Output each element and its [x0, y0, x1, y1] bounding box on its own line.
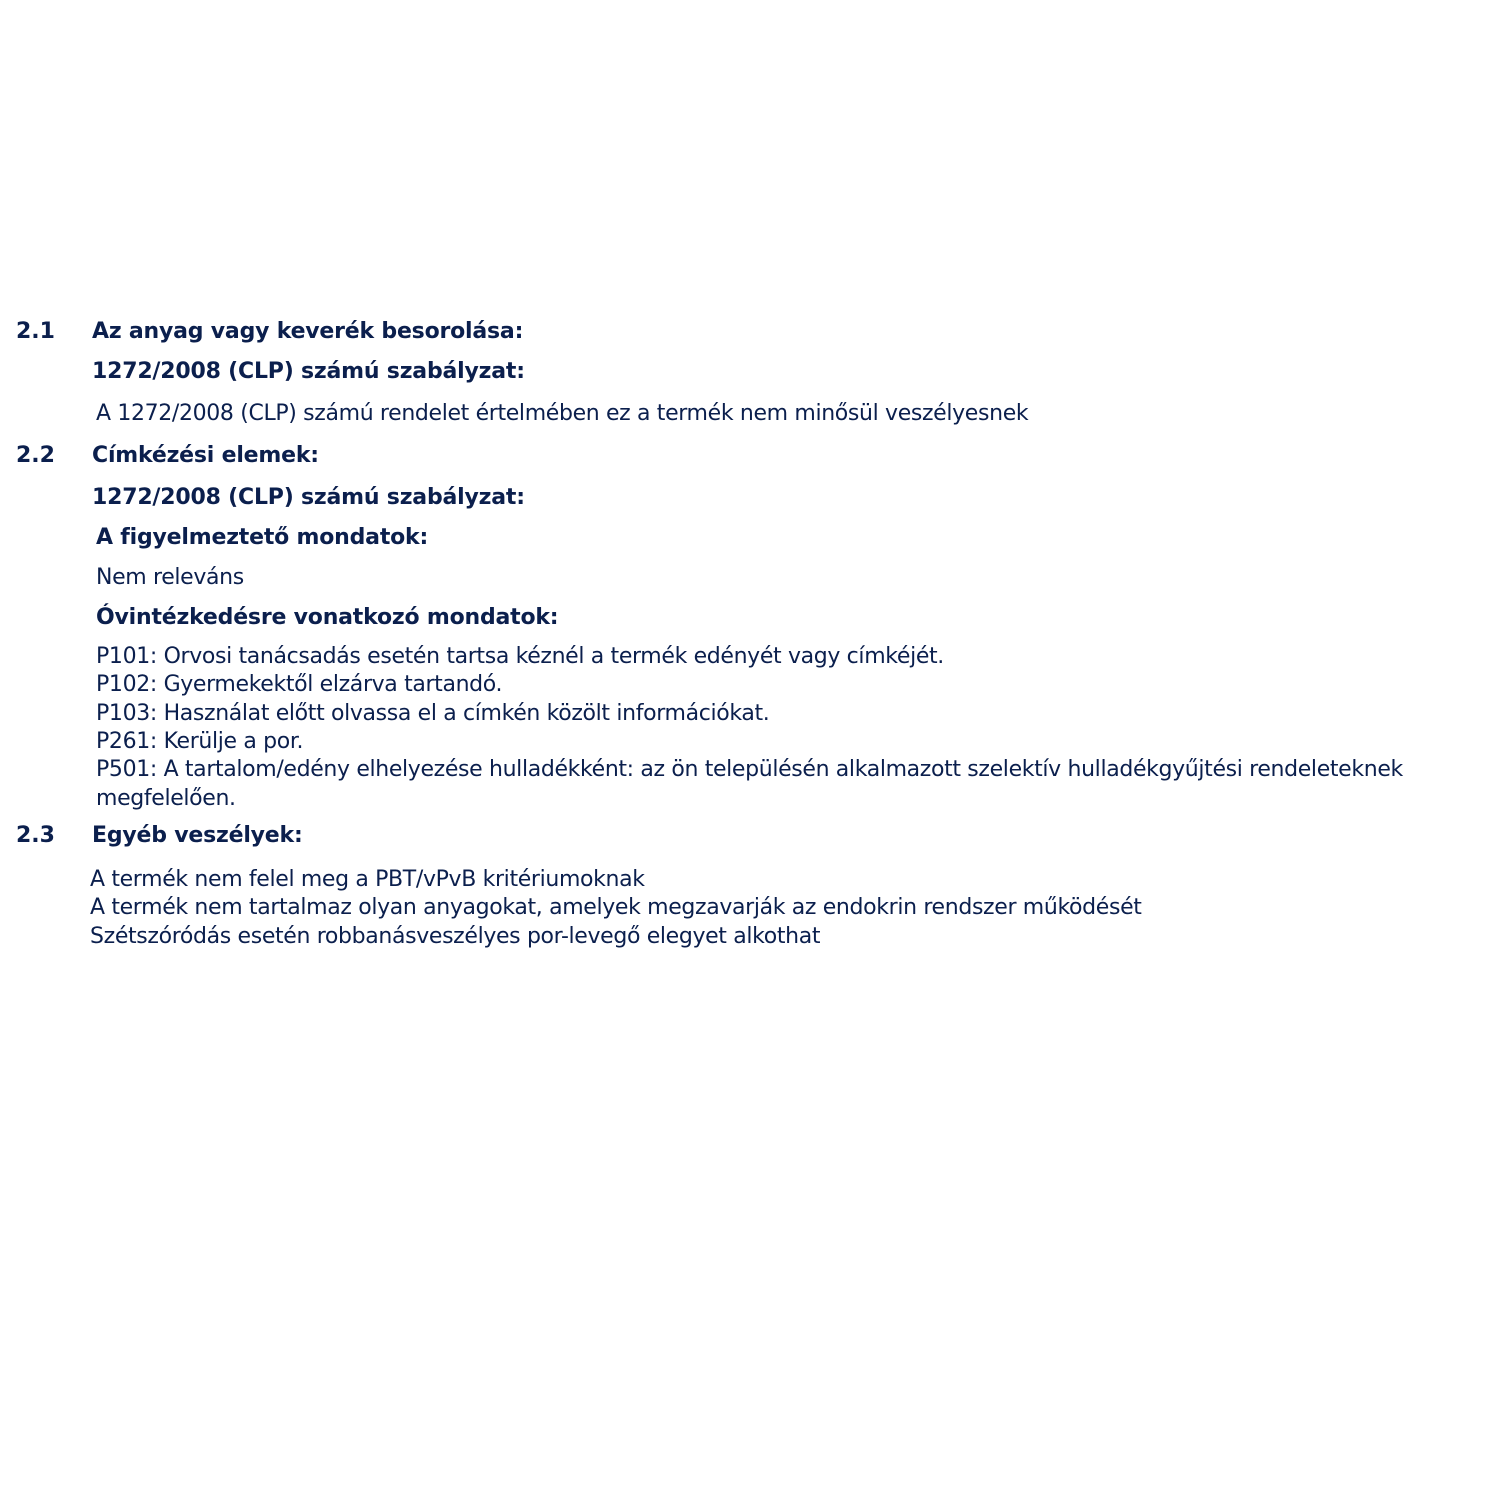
hazard-statements-heading: A figyelmeztető mondatok: — [96, 525, 429, 550]
other-hazards-line-3: Szétszóródás esetén robbanásveszélyes por-levegő elegyet alkothat — [90, 924, 821, 949]
section-text-2-1: A 1272/2008 (CLP) számú rendelet értelmében ez a termék nem minősül veszélyesnek — [96, 401, 1029, 426]
precaution-p261: P261: Kerülje a por. — [96, 729, 304, 754]
hazard-statements-text: Nem releváns — [96, 565, 244, 590]
section-number-2-1: 2.1 — [16, 319, 55, 344]
precaution-p501-continued: megfelelően. — [96, 786, 236, 811]
section-number-2-2: 2.2 — [16, 443, 55, 468]
section-title-2-2: Címkézési elemek: — [92, 443, 319, 468]
section-title-2-1: Az anyag vagy keverék besorolása: — [92, 319, 524, 344]
section-subheading-2-2: 1272/2008 (CLP) számú szabályzat: — [92, 485, 525, 510]
precautionary-statements-heading: Óvintézkedésre vonatkozó mondatok: — [96, 605, 559, 630]
other-hazards-line-2: A termék nem tartalmaz olyan anyagokat, amelyek megzavarják az endokrin rendszer működését — [90, 895, 1142, 920]
section-title-2-3: Egyéb veszélyek: — [92, 823, 303, 848]
precaution-p101: P101: Orvosi tanácsadás esetén tartsa kéznél a termék edényét vagy címkéjét. — [96, 644, 944, 669]
precaution-p501: P501: A tartalom/edény elhelyezése hulladékként: az ön településén alkalmazott szelektív hulladékgyűjtési rendeleteknek — [96, 757, 1403, 782]
section-subheading-2-1: 1272/2008 (CLP) számú szabályzat: — [92, 359, 525, 384]
section-number-2-3: 2.3 — [16, 823, 55, 848]
precaution-p102: P102: Gyermekektől elzárva tartandó. — [96, 672, 503, 697]
precaution-p103: P103: Használat előtt olvassa el a címkén közölt információkat. — [96, 701, 770, 726]
other-hazards-line-1: A termék nem felel meg a PBT/vPvB kritériumoknak — [90, 867, 645, 892]
